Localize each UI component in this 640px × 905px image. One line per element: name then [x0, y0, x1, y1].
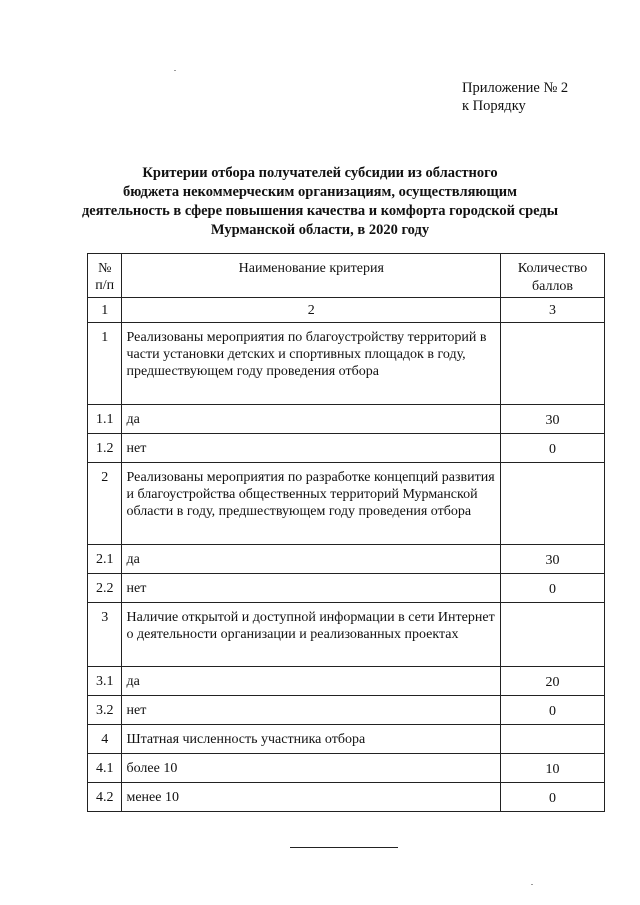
criteria-table — [87, 253, 605, 812]
table-header-row — [88, 254, 605, 298]
table-row — [88, 696, 605, 725]
criterion-points: 0 — [501, 783, 605, 812]
row-number: 3 — [88, 603, 122, 667]
criterion-points: 10 — [501, 754, 605, 783]
table-row — [88, 754, 605, 783]
criterion-points — [501, 463, 605, 545]
header-number — [88, 254, 122, 298]
appendix-number: Приложение № 2 — [462, 80, 569, 96]
criterion-points: 20 — [501, 667, 605, 696]
appendix-procedure-ref: к Порядку — [462, 98, 526, 114]
document-title — [40, 164, 600, 240]
row-number: 3.2 — [88, 696, 122, 725]
table-row — [88, 463, 605, 545]
row-number: 1.2 — [88, 434, 122, 463]
appendix-reference — [462, 79, 568, 115]
criterion-points: 0 — [501, 574, 605, 603]
criterion-points: 30 — [501, 405, 605, 434]
row-number: 3.1 — [88, 667, 122, 696]
header-number-symbol: № — [98, 261, 112, 276]
scan-speck — [174, 70, 176, 71]
criterion-points — [501, 603, 605, 667]
table-row — [88, 434, 605, 463]
title-line: бюджета некоммерческим организациям, осуществляющим — [123, 184, 517, 200]
column-index-cell: 3 — [501, 298, 605, 323]
criterion-text: Штатная численность участника отбора — [122, 725, 501, 754]
header-points — [501, 254, 605, 298]
criterion-text: да — [122, 667, 501, 696]
header-points-line1: Количество — [517, 261, 588, 276]
criterion-points: 0 — [501, 696, 605, 725]
row-number: 1.1 — [88, 405, 122, 434]
table-row — [88, 603, 605, 667]
row-number: 2 — [88, 463, 122, 545]
table-row — [88, 405, 605, 434]
row-number: 4.1 — [88, 754, 122, 783]
row-number: 1 — [88, 323, 122, 405]
title-line: Мурманской области, в 2020 году — [210, 222, 430, 238]
scan-speck — [531, 884, 533, 885]
criterion-text: менее 10 — [122, 783, 501, 812]
row-number: 4 — [88, 725, 122, 754]
criterion-text: нет — [122, 434, 501, 463]
criterion-text: Наличие открытой и доступной информации в сети Интернет о деятельности организации и реализованных проектах — [122, 603, 501, 667]
table-row — [88, 725, 605, 754]
row-number: 2.1 — [88, 545, 122, 574]
criterion-points: 30 — [501, 545, 605, 574]
criterion-text: нет — [122, 574, 501, 603]
column-index-cell: 1 — [88, 298, 122, 323]
criterion-points — [501, 725, 605, 754]
table-row — [88, 545, 605, 574]
criterion-text: да — [122, 545, 501, 574]
footer-rule — [290, 847, 398, 848]
table-row — [88, 783, 605, 812]
criterion-points — [501, 323, 605, 405]
criterion-text: Реализованы мероприятия по благоустройству территорий в части установки детских и спортивных площадок в году, предшествующем году проведения отбора — [122, 323, 501, 405]
header-number-abbr: п/п — [95, 278, 115, 293]
table-row — [88, 323, 605, 405]
row-number: 2.2 — [88, 574, 122, 603]
criterion-text: нет — [122, 696, 501, 725]
header-criterion-name: Наименование критерия — [122, 254, 501, 298]
header-points-line2: баллов — [532, 279, 574, 294]
row-number: 4.2 — [88, 783, 122, 812]
column-index-row — [88, 298, 605, 323]
table-row — [88, 667, 605, 696]
column-index-cell: 2 — [122, 298, 501, 323]
title-line: Критерии отбора получателей субсидии из областного — [142, 165, 498, 181]
criterion-points: 0 — [501, 434, 605, 463]
criterion-text: более 10 — [122, 754, 501, 783]
criterion-text: да — [122, 405, 501, 434]
criterion-text: Реализованы мероприятия по разработке концепций развития и благоустройства общественных территорий Мурманской области в году, предшествующем году проведения отбора — [122, 463, 501, 545]
table-row — [88, 574, 605, 603]
title-line: деятельность в сфере повышения качества и комфорта городской среды — [81, 203, 559, 219]
